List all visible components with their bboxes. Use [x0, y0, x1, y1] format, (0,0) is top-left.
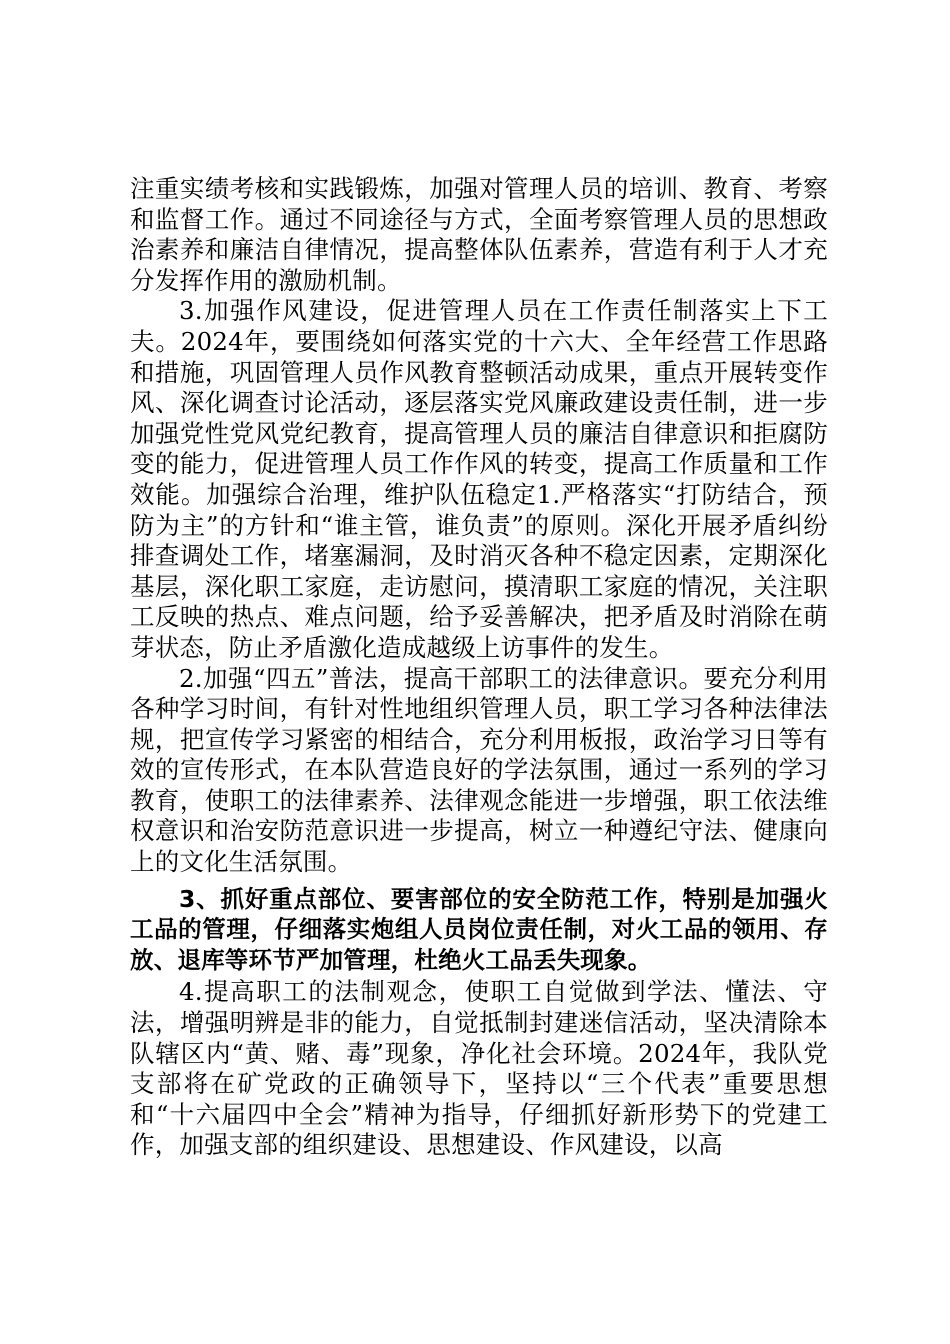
paragraph-evaluation: 注重实绩考核和实践锻炼，加强对管理人员的培训、教育、考察和监督工作。通过不同途径与方式，全面考察管理人员的思想政治素养和廉洁自律情况，提高整体队伍素养，营造有利于人才充分发挥作用的激励机制。 — [130, 174, 828, 295]
paragraph-safety-bold: 3、抓好重点部位、要害部位的安全防范工作，特别是加强火工品的管理，仔细落实炮组人员岗位责任制，对火工品的领用、存放、退库等环节严加管理，杜绝火工品丢失现象。 — [130, 884, 828, 974]
paragraph-legal-education: 2.加强“四五”普法，提高干部职工的法律意识。要充分利用各种学习时间，有针对性地组织管理人员，职工学习各种法律法规，把宣传学习紧密的相结合，充分利用板报，政治学习日等有效的宣传形式，在本队营造良好的学法氛围，通过一系列的学习教育，使职工的法律素养、法律观念能进一步增强，职工依法维权意识和治安防范意识进一步提高，树立一种遵纪守法、健康向上的文化生活氛围。 — [130, 663, 828, 877]
paragraph-work-style: 3.加强作风建设，促进管理人员在工作责任制落实上下工夫。2024年，要围绕如何落实党的十六大、全年经营工作思路和措施，巩固管理人员作风教育整顿活动成果，重点开展转变作风、深化调查讨论活动，逐层落实党风廉政建设责任制，进一步加强党性党风党纪教育，提高管理人员的廉洁自律意识和拒腐防变的能力，促进管理人员工作作风的转变，提高工作质量和工作效能。加强综合治理，维护队伍稳定1.严格落实“打防结合，预防为主”的方针和“谁主管，谁负责”的原则。深化开展矛盾纠纷排查调处工作，堵塞漏洞，及时消灭各种不稳定因素，定期深化基层，深化职工家庭，走访慰问，摸清职工家庭的情况，关注职工反映的热点、难点问题，给予妥善解决，把矛盾及时消除在萌芽状态，防止矛盾激化造成越级上访事件的发生。 — [130, 296, 828, 662]
paragraph-legal-awareness: 4.提高职工的法制观念，使职工自觉做到学法、懂法、守法，增强明辨是非的能力，自觉抵制封建迷信活动，坚决清除本队辖区内“黄、赌、毒”现象，净化社会环境。2024年，我队党支部将在矿党政的正确领导下，坚持以“三个代表”重要思想和“十六届四中全会”精神为指导，仔细抓好新形势下的党建工作，加强支部的组织建设、思想建设、作风建设，以高 — [130, 977, 828, 1160]
document-page — [130, 174, 828, 1161]
